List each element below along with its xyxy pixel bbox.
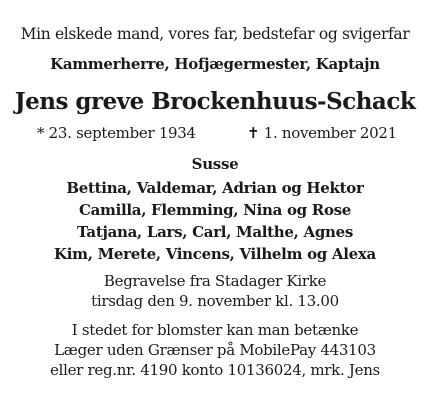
funeral-location: Begravelse fra Stadager Kirke (103, 272, 327, 290)
donation-line: Læger uden Grænser på MobilePay 443103 (54, 341, 376, 359)
family-line: Tatjana, Lars, Carl, Malthe, Agnes (76, 223, 354, 241)
intro-line: Min elskede mand, vores far, bedstefar og svigerfar (20, 25, 410, 43)
honorary-titles: Kammerherre, Hofjægermester, Kaptajn (50, 55, 380, 73)
deceased-name: Jens greve Brockenhuus-Schack (14, 88, 416, 115)
birth-date: * 23. september 1934 (37, 124, 196, 142)
family-line: Kim, Merete, Vincens, Vilhelm og Alexa (54, 245, 376, 263)
family-line-spouse: Susse (191, 155, 239, 173)
funeral-time: tirsdag den 9. november kl. 13.00 (91, 292, 339, 310)
donation-line: eller reg.nr. 4190 konto 10136024, mrk. Jens (50, 361, 380, 379)
family-line: Camilla, Flemming, Nina og Rose (78, 201, 352, 219)
death-date: ✝ 1. november 2021 (247, 124, 397, 142)
family-line: Bettina, Valdemar, Adrian og Hektor (66, 179, 364, 197)
donation-line: I stedet for blomster kan man betænke (71, 321, 359, 339)
